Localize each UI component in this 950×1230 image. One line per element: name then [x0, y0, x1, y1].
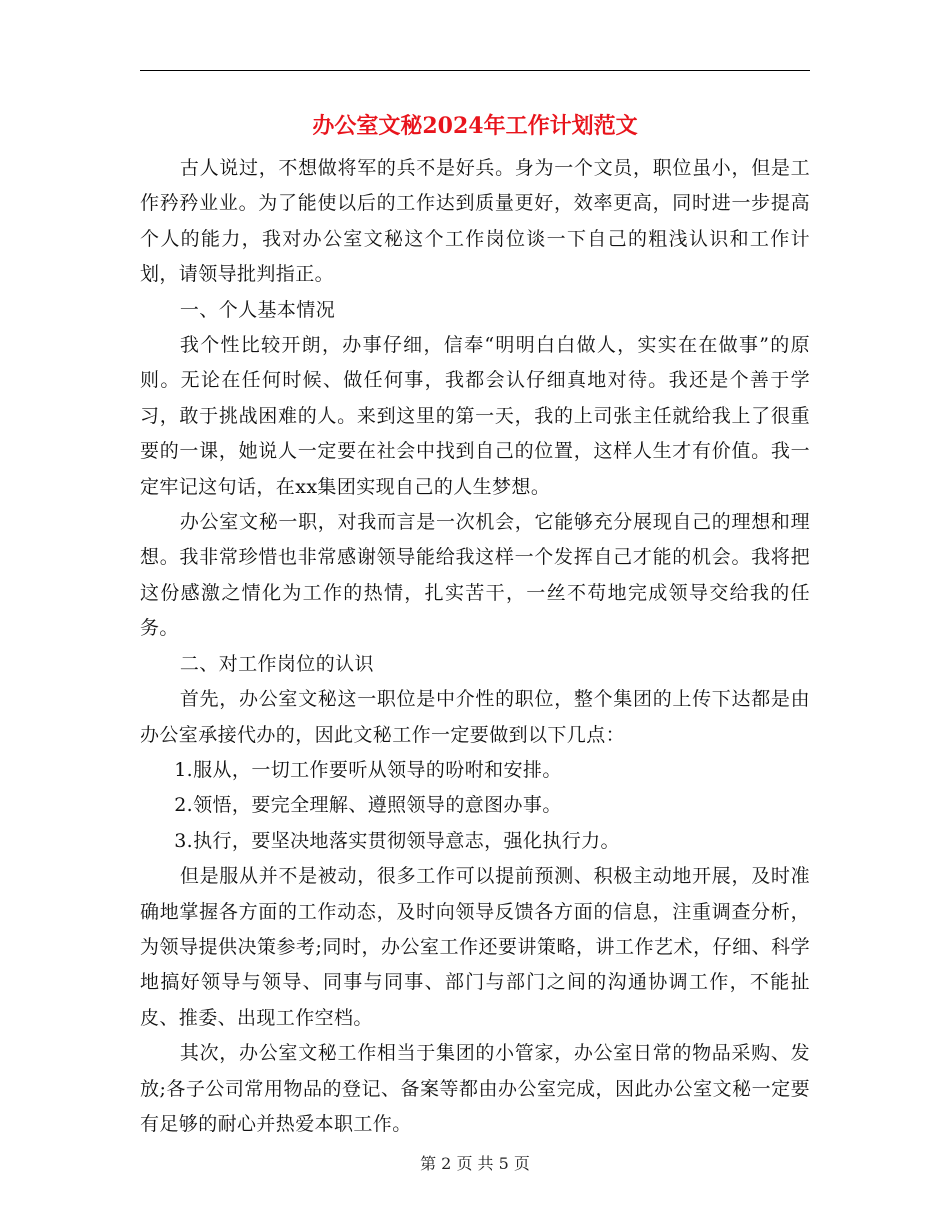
section-heading-job-understanding: 二、对工作岗位的认识: [179, 652, 374, 675]
list-item-execute: 3.执行，要坚决地落实贯彻领导意志，强化执行力。: [174, 829, 620, 852]
header-rule: [140, 70, 810, 71]
list-item-obey: 1.服从，一切工作要听从领导的吩咐和安排。: [174, 758, 562, 781]
document-body: [140, 151, 810, 1142]
paragraph-housekeeper: 其次，办公室文秘工作相当于集团的小管家，办公室日常的物品采购、发放;各子公司常用物品的登记、备案等都由办公室完成，因此办公室文秘一定要有足够的耐心并热爱本职工作。: [140, 1042, 810, 1135]
document-title: 办公室文秘2024年工作计划范文: [312, 113, 638, 139]
paragraph-proactive-work: 但是服从并不是被动，很多工作可以提前预测、积极主动地开展，及时准确地掌握各方面的工作动态，及时向领导反馈各方面的信息，注重调查分析，为领导提供决策参考;同时，办公室工作还要讲策略，讲工作艺术，仔细、科学地搞好领导与领导、同事与同事、部门与部门之间的沟通协调工作，不能扯皮、推委、出现工作空档。: [140, 865, 810, 1029]
paragraph-opportunity: 办公室文秘一职，对我而言是一次机会，它能够充分展现自己的理想和理想。我非常珍惜也非常感谢领导能给我这样一个发挥自己才能的机会。我将把这份感激之情化为工作的热情，扎实苦干，一丝不苟地完成领导交给我的任务。: [140, 511, 810, 640]
page-number: 第 2 页 共 5 页: [420, 1154, 530, 1173]
section-heading-basic-info: 一、个人基本情况: [179, 298, 336, 321]
list-item-comprehend: 2.领悟，要完全理解、遵照领导的意图办事。: [174, 794, 562, 817]
paragraph-intermediary-role: 首先，办公室文秘这一职位是中介性的职位，整个集团的上传下达都是由办公室承接代办的，因此文秘工作一定要做到以下几点：: [140, 688, 810, 746]
paragraph-intro: 古人说过，不想做将军的兵不是好兵。身为一个文员，职位虽小，但是工作矜矜业业。为了能使以后的工作达到质量更好，效率更高，同时进一步提高个人的能力，我对办公室文秘这个工作岗位谈一下自己的粗浅认识和工作计划，请领导批判指正。: [140, 157, 810, 286]
paragraph-personality: 我个性比较开朗，办事仔细，信奉“明明白白做人，实实在在做事”的原则。无论在任何时候、做任何事，我都会认仔细真地对待。我还是个善于学习，敢于挑战困难的人。来到这里的第一天，我的上司张主任就给我上了很重要的一课，她说人一定要在社会中找到自己的位置，这样人生才有价值。我一定牢记这句话，在xx集团实现自己的人生梦想。: [140, 334, 810, 498]
